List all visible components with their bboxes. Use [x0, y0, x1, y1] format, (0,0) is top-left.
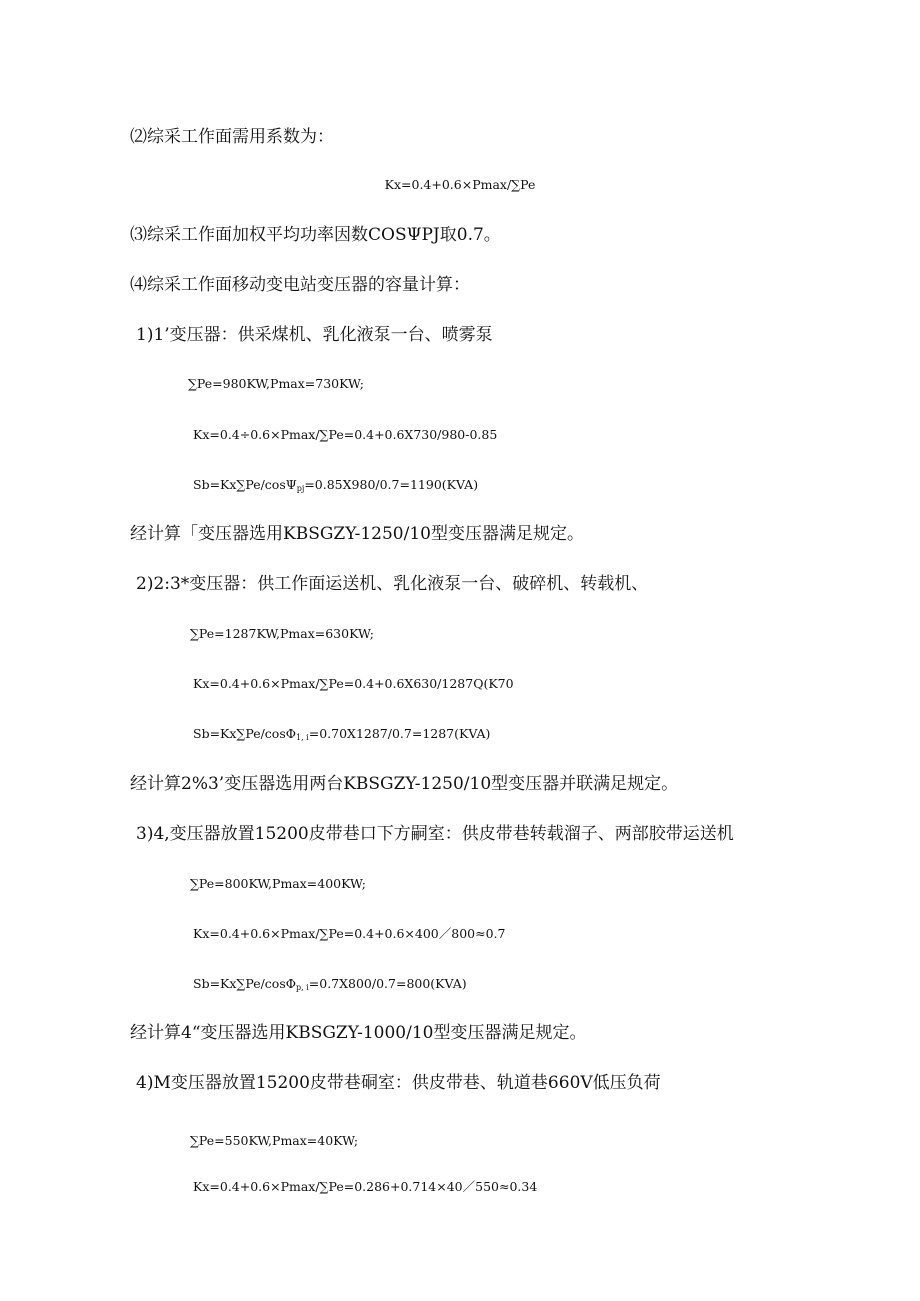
transformer-2-3-description: 2)2:3*变压器：供工作面运送机、乳化液泵一台、破碎机、转载机、 — [136, 574, 649, 594]
transformer-2-3-sb-formula — [193, 728, 490, 742]
transformer-4-pe-values: ∑Pe=800KW,Pmax=400KW; — [190, 876, 366, 891]
sb-formula-result: =0.7X800/0.7=800(KVA) — [308, 976, 467, 991]
transformer-m-pe-values: ∑Pe=550KW,Pmax=40KW; — [190, 1133, 359, 1148]
item-4-capacity-heading: ⑷综采工作面移动变电站变压器的容量计算： — [130, 275, 470, 295]
sb-formula-prefix: Sb=Kx∑Pe/cosΦ — [193, 726, 296, 741]
transformer-2-3-kx-formula: Kx=0.4+0.6×Pmax/∑Pe=0.4+0.6X630/1287Q(K70 — [193, 676, 514, 691]
sb-formula-prefix: Sb=Kx∑Pe/cosΦ — [193, 976, 296, 991]
transformer-1-kx-formula: Kx=0.4÷0.6×Pmax/∑Pe=0.4+0.6X730/980-0.85 — [193, 427, 498, 442]
transformer-4-kx-formula: Kx=0.4+0.6×Pmax/∑Pe=0.4+0.6×400／800≈0.7 — [193, 926, 506, 941]
transformer-4-conclusion: 经计算4“变压器选用KBSGZY-1000/10型变压器满足规定。 — [130, 1023, 587, 1043]
transformer-1-pe-values: ∑Pe=980KW,Pmax=730KW; — [188, 376, 364, 391]
transformer-2-3-conclusion: 经计算2%3’变压器选用两台KBSGZY-1250/10型变压器并联满足规定。 — [130, 774, 679, 794]
sb-formula-result: =0.85X980/0.7=1190(KVA) — [304, 477, 479, 492]
transformer-4-sb-formula — [193, 978, 467, 992]
transformer-2-3-pe-values: ∑Pe=1287KW,Pmax=630KW; — [190, 626, 374, 641]
sb-formula-prefix: Sb=Kx∑Pe/cosΨ — [193, 477, 297, 492]
transformer-m-description: 4)M变压器放置15200皮带巷硐室：供皮带巷、轨道巷660V低压负荷 — [136, 1073, 661, 1093]
transformer-1-sb-formula — [193, 479, 478, 493]
sb-formula-result: =0.70X1287/0.7=1287(KVA) — [308, 726, 491, 741]
transformer-4-description: 3)4,变压器放置15200皮带巷口下方嗣室：供皮带巷转载溜子、两部胶带运送机 — [136, 824, 734, 844]
transformer-1-conclusion: 经计算「变压器选用KBSGZY-1250/10型变压器满足规定。 — [130, 524, 584, 544]
sb-formula-subscript: 1, i — [296, 733, 309, 742]
kx-general-formula: Kx=0.4+0.6×Pmax/∑Pe — [384, 177, 536, 192]
sb-formula-subscript: p, i — [296, 983, 309, 992]
transformer-1-description: 1)1’变压器：供采煤机、乳化液泵一台、喷雾泵 — [136, 325, 493, 345]
item-2-demand-coefficient-heading: ⑵综采工作面需用系数为： — [130, 127, 334, 147]
item-3-power-factor-text: ⑶综采工作面加权平均功率因数COSΨPJ取0.7。 — [130, 225, 501, 245]
sb-formula-subscript: pj — [296, 484, 305, 493]
transformer-m-kx-formula: Kx=0.4+0.6×Pmax/∑Pe=0.286+0.714×40／550≈0.34 — [193, 1179, 538, 1194]
